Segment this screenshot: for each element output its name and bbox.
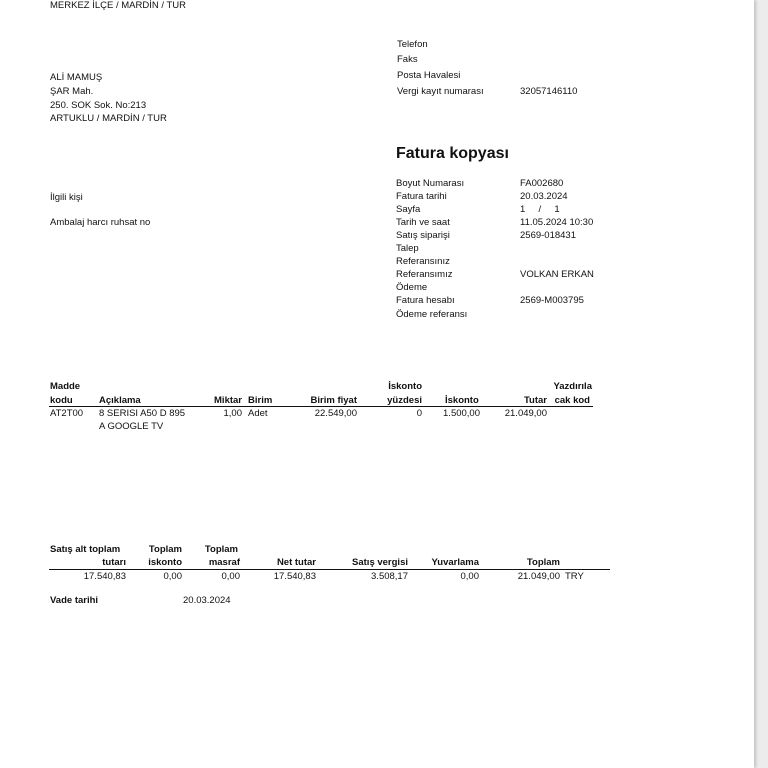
col-header-subtotal: Satış alt toplam (50, 544, 121, 555)
rounding-value: 0,00 (460, 571, 479, 582)
subtotal-value: 17.540,83 (83, 571, 126, 582)
total-discount-value: 0,00 (163, 571, 182, 582)
col-header-total-charges: masraf (208, 557, 240, 568)
net-amount-value: 17.540,83 (273, 571, 316, 582)
total-value: 21.049,00 (517, 571, 560, 582)
col-header-code: Madde (50, 381, 81, 392)
currency-code: TRY (565, 571, 584, 582)
info-value: 20.03.2024 (520, 191, 568, 202)
col-header-print-code: Yazdırıla (553, 381, 592, 392)
item-discount: 1.500,00 (443, 408, 480, 419)
info-label: Talep (396, 243, 419, 254)
total-charges-value: 0,00 (221, 571, 240, 582)
info-label: Ödeme referansı (396, 309, 468, 320)
info-value: 11.05.2024 10:30 (520, 217, 594, 228)
info-label: Fatura hesabı (396, 295, 455, 306)
col-header-discount-pct: yüzdesi (387, 395, 422, 406)
postal-label: Posta Havalesi (397, 70, 461, 81)
info-value: VOLKAN ERKAN (520, 269, 594, 280)
info-label: Sayfa (396, 204, 421, 215)
item-unit-price: 22.549,00 (314, 408, 357, 419)
packaging-permit-label: Ambalaj harcı ruhsat no (50, 217, 151, 228)
info-label: Boyut Numarası (396, 178, 465, 189)
col-header-total-discount: iskonto (148, 557, 182, 568)
info-value: 1 / 1 (520, 204, 560, 215)
col-header-total-charges: Toplam (204, 544, 238, 555)
info-value: FA002680 (520, 178, 564, 189)
customer-street: 250. SOK Sok. No:213 (50, 100, 147, 111)
contact-person-label: İlgili kişi (50, 192, 83, 203)
info-label: Satış siparişi (396, 230, 450, 241)
info-label: Fatura tarihi (396, 191, 447, 202)
info-label: Tarih ve saat (396, 217, 450, 228)
item-unit: Adet (248, 408, 268, 419)
col-header-code: kodu (50, 395, 73, 406)
col-header-discount-pct: İskonto (388, 381, 422, 392)
item-description: 8 SERISI A50 D 895 (99, 408, 186, 419)
info-label: Ödeme (396, 282, 428, 293)
col-header-net-amount: Net tutar (276, 557, 316, 568)
tax-no-label: Vergi kayıt numarası (397, 86, 484, 97)
col-header-unit: Birim (248, 395, 273, 406)
col-header-unit-price: Birim fiyat (310, 395, 357, 406)
col-header-sales-tax: Satış vergisi (352, 557, 408, 568)
document-title: Fatura kopyası (396, 145, 509, 162)
phone-label: Telefon (397, 39, 428, 50)
item-amount: 21.049,00 (504, 408, 547, 419)
info-value: 2569-M003795 (520, 295, 584, 306)
info-label: Referansınız (396, 256, 450, 267)
item-quantity: 1,00 (223, 408, 242, 419)
fax-label: Faks (397, 54, 418, 65)
info-value: 2569-018431 (520, 230, 576, 241)
col-header-subtotal: tutarı (102, 557, 126, 568)
tax-no-value: 32057146110 (520, 86, 578, 97)
col-header-description: Açıklama (99, 395, 141, 406)
customer-name: ALİ MAMUŞ (50, 72, 103, 83)
item-discount-pct: 0 (416, 408, 422, 419)
due-date-value: 20.03.2024 (183, 595, 231, 606)
col-header-print-code: cak kod (554, 395, 590, 406)
col-header-amount: Tutar (523, 395, 547, 406)
info-label: Referansımız (396, 269, 453, 280)
col-header-quantity: Miktar (214, 395, 242, 406)
customer-district: ŞAR Mah. (50, 86, 94, 97)
due-date-label: Vade tarihi (50, 595, 99, 606)
col-header-rounding: Yuvarlama (431, 557, 479, 568)
sales-tax-value: 3.508,17 (371, 571, 408, 582)
col-header-discount: İskonto (445, 395, 479, 406)
col-header-total: Toplam (526, 557, 560, 568)
item-description: A GOOGLE TV (99, 421, 164, 432)
item-code: AT2T00 (50, 408, 84, 419)
customer-city: ARTUKLU / MARDİN / TUR (50, 113, 167, 124)
col-header-total-discount: Toplam (148, 544, 182, 555)
sender-city-line: MERKEZ İLÇE / MARDİN / TUR (50, 0, 187, 11)
